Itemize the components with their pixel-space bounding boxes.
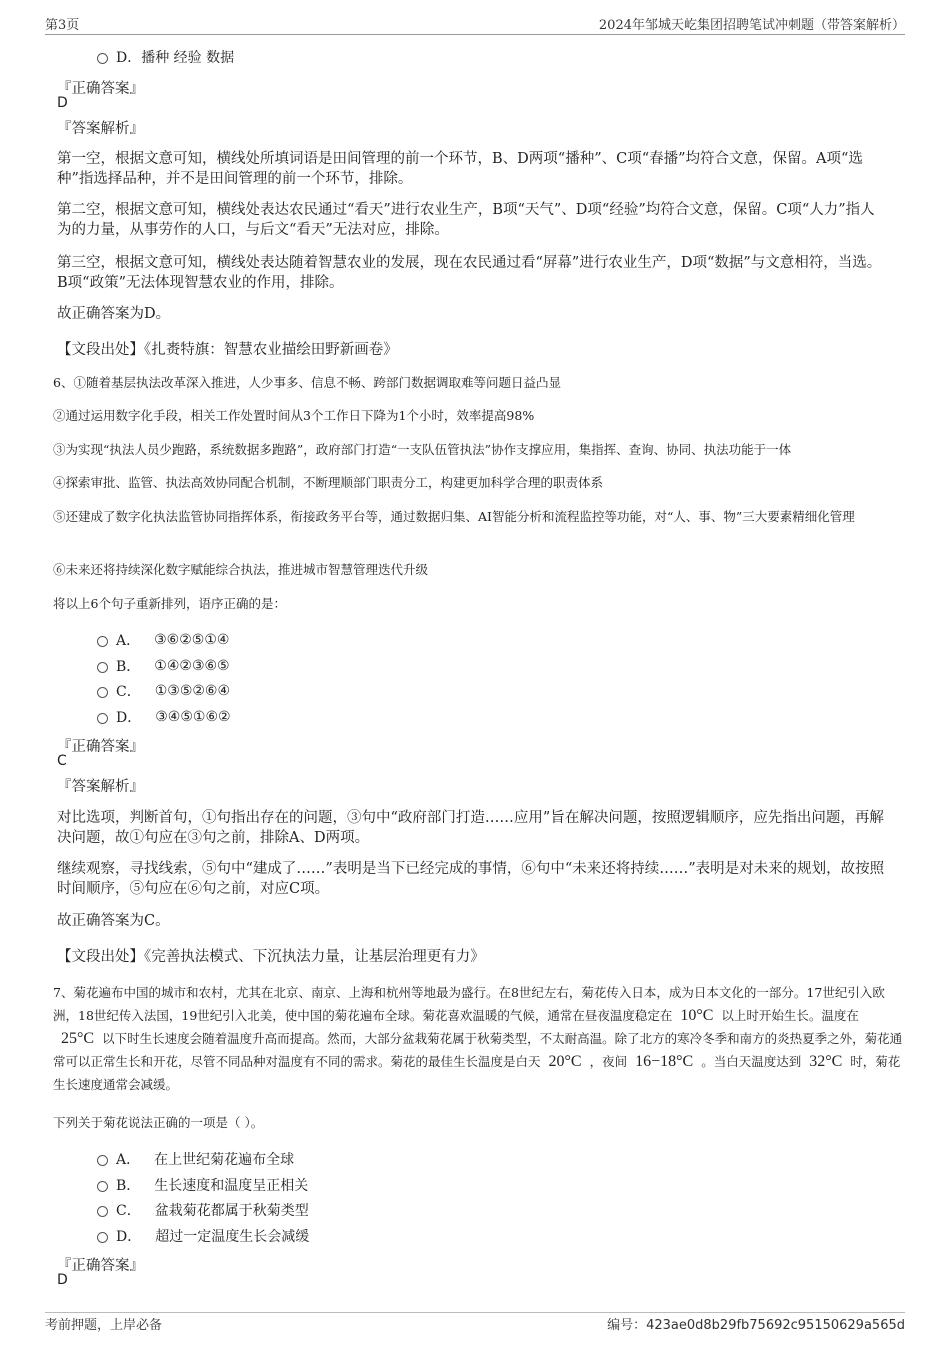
q6-option-d[interactable] [97,707,231,727]
option-letter: A． [116,1152,141,1168]
question-stem-line: ③为实现“执法人员少跑路，系统数据多跑路”，政府部门打造“一支队伍管执法”协作支撑应用，集指挥、查询、协同、执法功能于一体 [53,442,792,457]
radio-icon[interactable] [97,1181,108,1192]
footer-slogan: 考前押题，上岸必备 [45,1318,163,1333]
correct-answer: D [57,1272,68,1288]
code-label: 编号： [607,1318,647,1333]
option-label: D．播种 经验 数据 [116,50,235,66]
source-citation: 【文段出处】《完善执法模式、下沉执法力量，让基层治理更有力》 [57,949,485,965]
radio-icon[interactable] [97,713,108,724]
option-text: 超过一定温度生长会减缓 [155,1229,310,1245]
question-stem-line: 6、①随着基层执法改革深入推进，人少事多、信息不畅、跨部门数据调取难等问题日益凸显 [53,375,561,390]
stem-text: 以下时生长速度会随着温度升高而提高。然而，大部分盆栽菊花属于秋菊类型，不太耐高温。除了北方的寒冷冬季和南方的炎热夏季之外，菊花通常可以正常生长和开花，尽管不同品种对温度有不同的需求。菊花的最佳生长温度是白天 [53,1031,903,1069]
option-text: ③⑥②⑤①④ [154,632,230,648]
stem-text: 以上时开始生长。温度在 [721,1008,859,1023]
radio-icon[interactable] [97,636,108,647]
analysis-paragraph: 第一空，根据文意可知，横线处所填词语是田间管理的前一个环节，B、D两项“播种”、C项“春播”均符合文意，保留。A项“选种”指选择品种，并不是田间管理的前一个环节，排除。 [57,151,863,187]
question-prompt: 下列关于菊花说法正确的一项是（ ）。 [53,1115,264,1130]
header-divider [45,34,905,35]
q6-option-a[interactable] [97,630,229,650]
option-text: 盆栽菊花都属于秋菊类型 [154,1203,309,1219]
temperature-value: 20°C [548,1053,582,1070]
analysis-paragraph: 故正确答案为C。 [57,913,170,929]
document-code [607,1314,905,1333]
q5-option-d[interactable] [97,47,234,67]
stem-text: 时，菊花生长速度通常会减缓。 [53,1054,901,1092]
correct-answer: D [57,95,68,111]
correct-answer-label: 『正确答案』 [57,739,144,755]
option-letter: B． [116,1178,141,1194]
correct-answer-label: 『正确答案』 [57,81,144,97]
option-text: ①③⑤②⑥④ [154,683,231,699]
question-stem-line: ⑥未来还将持续深化数字赋能综合执法，推进城市智慧管理迭代升级 [53,562,429,577]
stem-text: 7、菊花遍布中国的城市和农村，尤其在北京、南京、上海和杭州等地最为盛行。在8世纪左右，菊花传入日本，成为日本文化的一部分。17世纪引入欧洲，18世纪传入法国，19世纪引入北美，使中国的菊花遍布全球。菊花喜欢温暖的气候，通常在昼夜温度稳定在 [53,985,885,1023]
q7-option-d[interactable] [97,1226,309,1246]
analysis-paragraph: 第三空，根据文意可知，横线处表达随着智慧农业的发展，现在农民通过看“屏幕”进行农业生产，D项“数据”与文意相符，当选。B项“政策”无法体现智慧农业的作用，排除。 [57,255,882,291]
page-number: 第3页 [45,18,80,33]
temperature-value: 10°C [680,1007,714,1024]
question-prompt: 将以上6个句子重新排列，语序正确的是： [53,596,286,611]
option-text: 生长速度和温度呈正相关 [154,1178,309,1194]
document-title: 2024年邹城天屹集团招聘笔试冲刺题（带答案解析） [598,18,905,33]
stem-text: 。当白天温度达到 [701,1054,802,1069]
option-text: 在上世纪菊花遍布全球 [154,1152,295,1168]
radio-icon[interactable] [97,1232,108,1243]
analysis-paragraph: 对比选项，判断首句，①句指出存在的问题，③句中“政府部门打造……应用”旨在解决问题，按照逻辑顺序，应先指出问题，再解决问题，故①句应在③句之前，排除A、D两项。 [57,810,884,846]
stem-text: ，夜间 [589,1054,628,1069]
option-letter: B． [116,659,141,675]
correct-answer-label: 『正确答案』 [57,1258,144,1274]
temperature-value: 16−18°C [635,1053,694,1070]
option-letter: C． [116,684,141,700]
source-citation: 【文段出处】《扎赉特旗：智慧农业描绘田野新画卷》 [57,342,398,358]
analysis-label: 『答案解析』 [57,121,144,137]
question-stem-line: ④探索审批、监管、执法高效协同配合机制，不断理顺部门职责分工，构建更加科学合理的职责体系 [53,475,604,490]
option-letter: D． [116,710,142,726]
radio-icon[interactable] [97,662,108,673]
radio-icon[interactable] [97,1206,108,1217]
option-text: ①④②③⑥⑤ [154,658,230,674]
footer-divider [45,1312,905,1313]
q7-option-a[interactable] [97,1149,294,1169]
q6-option-c[interactable] [97,681,230,701]
temperature-value: 25°C [61,1030,95,1047]
q6-option-b[interactable] [97,656,230,676]
q7-option-b[interactable] [97,1175,308,1195]
radio-icon[interactable] [97,53,108,64]
radio-icon[interactable] [97,1155,108,1166]
question-stem-line: ②通过运用数字化手段，相关工作处置时间从3个工作日下降为1个小时，效率提高98% [53,408,535,423]
option-letter: D． [116,1229,142,1245]
analysis-paragraph: 继续观察，寻找线索，⑤句中“建成了……”表明是当下已经完成的事情，⑥句中“未来还将持续……”表明是对未来的规划，故按照时间顺序，⑤句应在⑥句之前，对应C项。 [57,861,885,897]
analysis-paragraph: 故正确答案为D。 [57,306,171,322]
option-letter: C． [116,1203,141,1219]
question-stem-line: ⑤还建成了数字化执法监管协同指挥体系，衔接政务平台等，通过数据归集、AI智能分析和流程监控等功能，对“人、事、物”三大要素精细化管理 [53,509,855,524]
radio-icon[interactable] [97,687,108,698]
analysis-label: 『答案解析』 [57,779,144,795]
option-text: ③④⑤①⑥② [155,709,231,725]
code-value: 423ae0d8b29fb75692c95150629a565d [646,1318,905,1333]
option-letter: A． [116,633,141,649]
question-stem [53,981,903,1096]
correct-answer: C [57,753,67,769]
analysis-paragraph: 第二空，根据文意可知，横线处表达农民通过“看天”进行农业生产，B项“天气”、D项“经验”均符合文意，保留。C项“人力”指人为的力量，从事劳作的人口，与后文“看天”无法对应，排除。 [57,202,875,238]
temperature-value: 32°C [809,1053,843,1070]
q7-option-c[interactable] [97,1200,309,1220]
